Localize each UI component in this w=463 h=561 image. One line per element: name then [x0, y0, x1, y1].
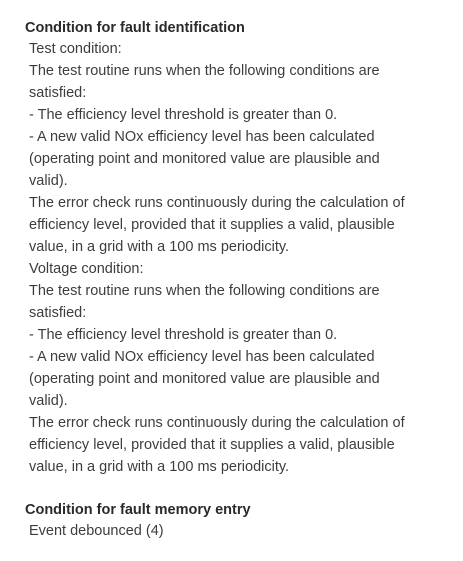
text-line: - The efficiency level threshold is greater than 0. [29, 107, 338, 123]
text-line: satisfied: [29, 305, 87, 321]
text-line: Event debounced (4) [29, 523, 164, 539]
text-line: satisfied: [29, 85, 87, 101]
section-fault-identification [0, 18, 463, 478]
text-line: The test routine runs when the following conditions are [29, 283, 380, 299]
text-line: valid). [29, 173, 68, 189]
text-line: - A new valid NOx efficiency level has been calculated [29, 349, 375, 365]
text-line: (operating point and monitored value are plausible and [29, 151, 380, 167]
text-line: value, in a grid with a 100 ms periodicity. [29, 459, 290, 475]
text-line: - A new valid NOx efficiency level has been calculated [29, 129, 375, 145]
text-line: The test routine runs when the following conditions are [29, 63, 380, 79]
text-line: value, in a grid with a 100 ms periodicity. [29, 239, 290, 255]
text-line: Test condition: [29, 41, 122, 57]
text-line: valid). [29, 393, 68, 409]
text-line: (operating point and monitored value are plausible and [29, 371, 380, 387]
section-body [29, 520, 451, 542]
text-line: - The efficiency level threshold is greater than 0. [29, 327, 338, 343]
section-body [29, 38, 451, 478]
text-line: efficiency level, provided that it supplies a valid, plausible [29, 217, 395, 233]
section-title: Condition for fault memory entry [25, 502, 251, 518]
section-title: Condition for fault identification [25, 20, 245, 36]
text-line: Voltage condition: [29, 261, 144, 277]
section-fault-memory-entry [0, 500, 463, 542]
section-spacer [0, 478, 463, 500]
text-line: The error check runs continuously during the calculation of [29, 195, 405, 211]
text-line: The error check runs continuously during the calculation of [29, 415, 405, 431]
text-line: efficiency level, provided that it supplies a valid, plausible [29, 437, 395, 453]
